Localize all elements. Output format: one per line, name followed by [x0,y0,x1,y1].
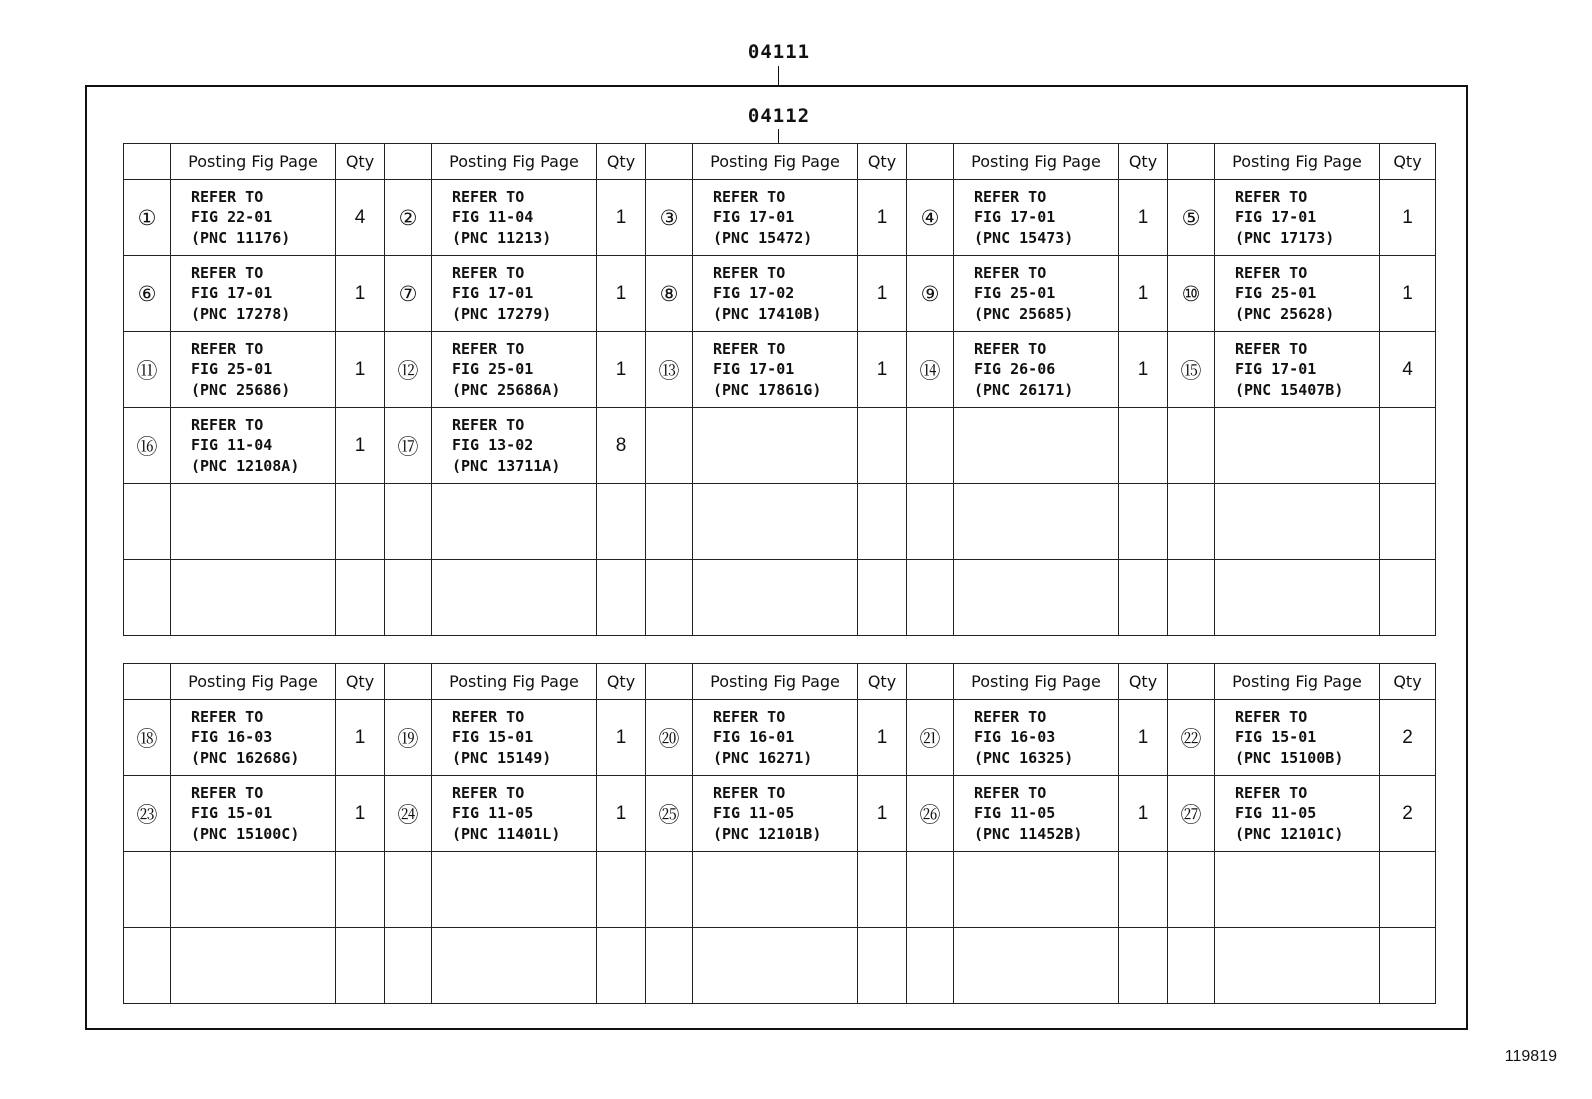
posting-fig-reference [693,180,858,256]
item-number: ⑭ [907,332,954,408]
header-posting-fig-page: Posting Fig Page [693,664,858,700]
reference-line: REFER TO [974,187,1047,206]
reference-line: FIG 17-01 [191,284,273,303]
item-qty [336,484,385,560]
reference-line: (PNC 11176) [191,228,291,247]
posting-fig-reference [432,700,597,776]
reference-line: (PNC 16271) [713,748,813,767]
item-number [646,484,693,560]
item-number [907,852,954,928]
reference-line: (PNC 25686A) [452,380,561,399]
item-qty: 2 [1380,776,1436,852]
reference-line: REFER TO [1235,783,1308,802]
reference-line: (PNC 17410B) [713,304,822,323]
table-row [124,256,1436,332]
item-qty: 1 [1380,180,1436,256]
reference-line: FIG 15-01 [1235,728,1317,747]
reference-line: REFER TO [1235,707,1308,726]
item-qty: 1 [1380,256,1436,332]
reference-line: FIG 17-01 [452,284,534,303]
reference-line: FIG 17-01 [713,208,795,227]
item-number: ⑱ [124,700,171,776]
reference-line: REFER TO [191,263,264,282]
item-number [1168,852,1215,928]
header-index-cell [907,144,954,180]
item-number: ㉓ [124,776,171,852]
header-index-cell [124,144,171,180]
posting-fig-reference [1215,700,1380,776]
posting-fig-reference [432,484,597,560]
item-qty: 1 [336,332,385,408]
reference-line: FIG 11-05 [713,804,795,823]
header-qty: Qty [336,144,385,180]
reference-line: (PNC 12101C) [1235,824,1344,843]
item-number [646,852,693,928]
item-number: ⑥ [124,256,171,332]
item-qty [858,852,907,928]
reference-line: REFER TO [713,783,786,802]
posting-fig-reference [432,180,597,256]
posting-fig-reference [693,332,858,408]
reference-line: FIG 16-01 [713,728,795,747]
posting-fig-reference [693,256,858,332]
reference-line: (PNC 16325) [974,748,1074,767]
posting-fig-reference [954,256,1119,332]
item-qty [1119,408,1168,484]
item-number [1168,408,1215,484]
part-label-04112: 04112 [747,105,811,127]
item-qty: 1 [1119,180,1168,256]
header-qty: Qty [858,144,907,180]
item-number [124,928,171,1004]
reference-line: REFER TO [713,707,786,726]
posting-fig-reference [171,852,336,928]
item-qty [1380,484,1436,560]
item-number: ㉑ [907,700,954,776]
posting-fig-reference [171,256,336,332]
item-number: ⑤ [1168,180,1215,256]
header-qty: Qty [1119,664,1168,700]
posting-fig-reference [693,484,858,560]
posting-fig-reference [432,928,597,1004]
reference-line: FIG 25-01 [974,284,1056,303]
table-row [124,180,1436,256]
reference-line: (PNC 16268G) [191,748,300,767]
header-posting-fig-page: Posting Fig Page [1215,144,1380,180]
posting-fig-reference [1215,332,1380,408]
posting-fig-reference [693,700,858,776]
reference-line: (PNC 12108A) [191,456,300,475]
reference-line: REFER TO [974,263,1047,282]
item-qty: 1 [597,332,646,408]
reference-line: (PNC 15100B) [1235,748,1344,767]
reference-line: FIG 26-06 [974,360,1056,379]
reference-line: REFER TO [713,263,786,282]
posting-fig-reference [432,776,597,852]
reference-line: REFER TO [452,415,525,434]
header-qty: Qty [597,664,646,700]
item-qty: 1 [858,180,907,256]
reference-line: (PNC 13711A) [452,456,561,475]
reference-line: (PNC 15100C) [191,824,300,843]
posting-fig-reference [954,408,1119,484]
item-qty: 1 [1119,332,1168,408]
table-row [124,700,1436,776]
item-qty: 1 [597,776,646,852]
reference-line: FIG 17-02 [713,284,795,303]
header-index-cell [385,664,432,700]
posting-fig-reference [693,928,858,1004]
reference-line: REFER TO [1235,187,1308,206]
reference-line: FIG 22-01 [191,208,273,227]
posting-fig-reference [693,776,858,852]
item-qty [597,928,646,1004]
item-number [1168,560,1215,636]
item-number: ㉔ [385,776,432,852]
reference-line: (PNC 26171) [974,380,1074,399]
item-number: ⑦ [385,256,432,332]
item-qty: 4 [1380,332,1436,408]
posting-fig-reference [432,408,597,484]
reference-line: FIG 17-01 [713,360,795,379]
item-number [385,928,432,1004]
reference-line: (PNC 15149) [452,748,552,767]
table-row [124,560,1436,636]
header-posting-fig-page: Posting Fig Page [432,144,597,180]
item-number [907,408,954,484]
reference-line: (PNC 12101B) [713,824,822,843]
reference-line: REFER TO [191,415,264,434]
posting-fig-reference [954,560,1119,636]
posting-fig-reference [432,560,597,636]
table-row [124,852,1436,928]
posting-fig-reference [1215,928,1380,1004]
reference-line: REFER TO [713,339,786,358]
header-index-cell [646,144,693,180]
item-qty [1119,852,1168,928]
item-qty [1380,560,1436,636]
reference-line: FIG 15-01 [191,804,273,823]
table-row [124,332,1436,408]
item-number: ⑰ [385,408,432,484]
reference-line: (PNC 25628) [1235,304,1335,323]
item-number: ⑩ [1168,256,1215,332]
table-row [124,408,1436,484]
item-qty [1380,928,1436,1004]
table-row [124,484,1436,560]
item-number [124,852,171,928]
item-qty [858,484,907,560]
item-qty [597,852,646,928]
posting-fig-reference [1215,408,1380,484]
posting-fig-reference [954,484,1119,560]
posting-fig-reference [693,560,858,636]
header-posting-fig-page: Posting Fig Page [171,664,336,700]
item-number [1168,928,1215,1004]
item-number [385,560,432,636]
posting-fig-reference [954,700,1119,776]
reference-line: REFER TO [191,783,264,802]
item-qty [1119,484,1168,560]
posting-fig-reference [1215,560,1380,636]
posting-fig-reference [954,928,1119,1004]
item-qty [336,852,385,928]
item-number [646,560,693,636]
item-number: ⑨ [907,256,954,332]
posting-fig-reference [171,332,336,408]
item-qty [597,484,646,560]
posting-fig-reference [1215,852,1380,928]
item-qty: 1 [597,700,646,776]
item-number: ⑯ [124,408,171,484]
header-qty: Qty [597,144,646,180]
reference-line: REFER TO [452,187,525,206]
header-posting-fig-page: Posting Fig Page [954,144,1119,180]
reference-line: REFER TO [191,707,264,726]
item-qty [597,560,646,636]
header-index-cell [646,664,693,700]
reference-line: FIG 16-03 [974,728,1056,747]
item-number [124,560,171,636]
table-row [124,928,1436,1004]
header-qty: Qty [1119,144,1168,180]
item-number: ① [124,180,171,256]
item-number: ④ [907,180,954,256]
posting-fig-reference [432,332,597,408]
reference-table-upper [123,143,1436,636]
item-qty: 1 [858,256,907,332]
item-qty: 1 [336,776,385,852]
posting-fig-reference [171,560,336,636]
item-qty [1119,560,1168,636]
reference-line: FIG 25-01 [1235,284,1317,303]
reference-line: REFER TO [452,339,525,358]
reference-line: FIG 17-01 [1235,360,1317,379]
item-qty [1119,928,1168,1004]
reference-line: REFER TO [191,339,264,358]
reference-line: FIG 11-04 [191,436,273,455]
item-number: ㉗ [1168,776,1215,852]
reference-line: (PNC 15472) [713,228,813,247]
reference-line: REFER TO [1235,339,1308,358]
reference-line: FIG 13-02 [452,436,534,455]
posting-fig-reference [693,852,858,928]
header-posting-fig-page: Posting Fig Page [432,664,597,700]
item-qty: 1 [597,180,646,256]
posting-fig-reference [1215,180,1380,256]
reference-line: REFER TO [974,707,1047,726]
reference-line: FIG 11-05 [1235,804,1317,823]
item-qty [336,928,385,1004]
posting-fig-reference [954,776,1119,852]
reference-line: REFER TO [974,339,1047,358]
reference-line: FIG 25-01 [191,360,273,379]
header-index-cell [1168,144,1215,180]
item-qty [336,560,385,636]
reference-line: REFER TO [452,263,525,282]
reference-table-lower [123,663,1436,1004]
table-header-row [124,664,1436,700]
table-row [124,776,1436,852]
item-number: ㉖ [907,776,954,852]
posting-fig-reference [171,776,336,852]
posting-fig-reference [432,852,597,928]
item-qty: 1 [1119,700,1168,776]
reference-line: (PNC 17278) [191,304,291,323]
item-qty [858,928,907,1004]
item-qty: 4 [336,180,385,256]
reference-line: (PNC 11401L) [452,824,561,843]
item-number: ⑳ [646,700,693,776]
item-number [385,484,432,560]
reference-line: (PNC 15407B) [1235,380,1344,399]
reference-line: REFER TO [974,783,1047,802]
posting-fig-reference [954,180,1119,256]
reference-line: (PNC 17173) [1235,228,1335,247]
reference-line: FIG 11-05 [974,804,1056,823]
reference-line: (PNC 11452B) [974,824,1083,843]
header-index-cell [124,664,171,700]
item-qty [858,408,907,484]
item-number: ㉒ [1168,700,1215,776]
posting-fig-reference [954,852,1119,928]
item-qty [1380,852,1436,928]
item-qty: 1 [1119,776,1168,852]
item-number [1168,484,1215,560]
item-qty: 1 [336,408,385,484]
posting-fig-reference [1215,256,1380,332]
leader-line-04112 [778,129,779,143]
posting-fig-reference [171,928,336,1004]
reference-line: (PNC 25686) [191,380,291,399]
reference-line: FIG 11-05 [452,804,534,823]
item-qty: 1 [597,256,646,332]
item-number [907,484,954,560]
table-header-row [124,144,1436,180]
reference-line: (PNC 15473) [974,228,1074,247]
header-posting-fig-page: Posting Fig Page [1215,664,1380,700]
reference-line: FIG 15-01 [452,728,534,747]
item-number [385,852,432,928]
reference-line: REFER TO [452,707,525,726]
reference-line: FIG 16-03 [191,728,273,747]
header-qty: Qty [858,664,907,700]
item-qty: 1 [336,700,385,776]
item-number [646,408,693,484]
item-number [907,560,954,636]
reference-line: FIG 17-01 [1235,208,1317,227]
item-number [907,928,954,1004]
item-number: ⑪ [124,332,171,408]
reference-line: FIG 25-01 [452,360,534,379]
header-index-cell [1168,664,1215,700]
posting-fig-reference [171,700,336,776]
reference-line: (PNC 25685) [974,304,1074,323]
item-qty: 8 [597,408,646,484]
reference-line: REFER TO [1235,263,1308,282]
posting-fig-reference [432,256,597,332]
item-qty: 1 [858,332,907,408]
posting-fig-reference [171,484,336,560]
header-posting-fig-page: Posting Fig Page [693,144,858,180]
figure-number: 119819 [1504,1048,1557,1065]
reference-line: REFER TO [452,783,525,802]
header-qty: Qty [336,664,385,700]
posting-fig-reference [954,332,1119,408]
reference-line: REFER TO [713,187,786,206]
item-number: ⑲ [385,700,432,776]
item-qty [858,560,907,636]
header-index-cell [385,144,432,180]
posting-fig-reference [1215,484,1380,560]
reference-line: FIG 11-04 [452,208,534,227]
item-number [124,484,171,560]
item-number: ⑮ [1168,332,1215,408]
item-number: ⑫ [385,332,432,408]
reference-line: (PNC 17279) [452,304,552,323]
part-label-04111: 04111 [747,41,811,63]
item-number [646,928,693,1004]
item-number: ② [385,180,432,256]
posting-fig-reference [693,408,858,484]
header-qty: Qty [1380,664,1436,700]
item-qty: 1 [1119,256,1168,332]
reference-line: (PNC 17861G) [713,380,822,399]
header-posting-fig-page: Posting Fig Page [171,144,336,180]
item-qty: 1 [858,776,907,852]
item-number: ⑧ [646,256,693,332]
item-qty: 1 [336,256,385,332]
reference-line: FIG 17-01 [974,208,1056,227]
header-qty: Qty [1380,144,1436,180]
item-qty: 1 [858,700,907,776]
reference-line: (PNC 11213) [452,228,552,247]
posting-fig-reference [1215,776,1380,852]
item-qty [1380,408,1436,484]
item-number: ③ [646,180,693,256]
leader-line-04111 [778,66,779,85]
item-number: ㉕ [646,776,693,852]
header-posting-fig-page: Posting Fig Page [954,664,1119,700]
item-qty: 2 [1380,700,1436,776]
posting-fig-reference [171,408,336,484]
item-number: ⑬ [646,332,693,408]
reference-line: REFER TO [191,187,264,206]
posting-fig-reference [171,180,336,256]
header-index-cell [907,664,954,700]
